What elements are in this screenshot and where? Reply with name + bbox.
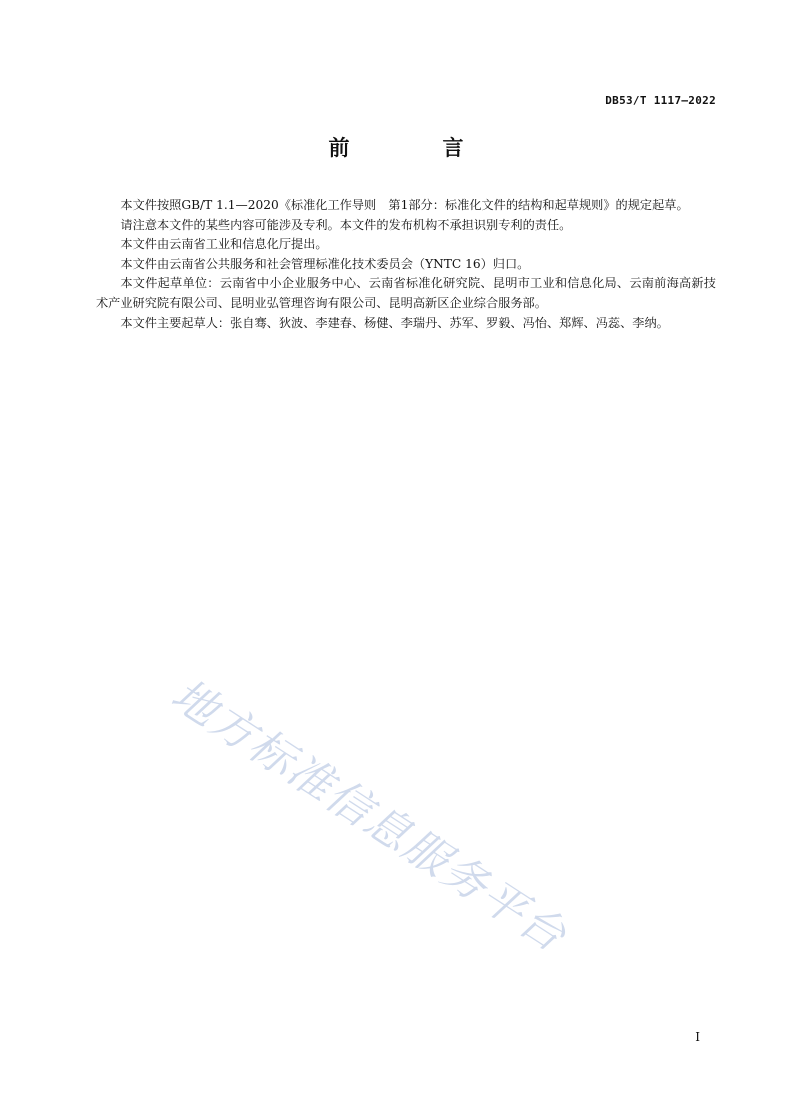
paragraph-drafting-units: 本文件起草单位：云南省中小企业服务中心、云南省标准化研究院、昆明市工业和信息化局、云南前海高新技术产业研究院有限公司、昆明业弘管理咨询有限公司、昆明高新区企业综合服务部。 [96,276,716,310]
paragraph-patent-notice: 请注意本文件的某些内容可能涉及专利。本文件的发布机构不承担识别专利的责任。 [120,217,572,232]
page-title: 前 言 [328,136,500,160]
document-code: DB53/T 1117—2022 [605,94,716,107]
paragraph-proposer: 本文件由云南省工业和信息化厅提出。 [120,237,328,252]
document-body [96,196,716,333]
paragraph-drafters: 本文件主要起草人：张自骞、狄波、李建春、杨健、李瑞丹、苏军、罗毅、冯怡、郑辉、冯蕊、李纳。 [120,315,669,330]
paragraph-committee: 本文件由云南省公共服务和社会管理标准化技术委员会（YNTC 16）归口。 [120,256,530,271]
page-number: I [695,1030,700,1044]
paragraph-drafting-basis: 本文件按照GB/T 1.1—2020《标准化工作导则 第1部分：标准化文件的结构和起草规则》的规定起草。 [120,198,689,212]
watermark: 地方标准信息服务平台 [162,669,576,963]
